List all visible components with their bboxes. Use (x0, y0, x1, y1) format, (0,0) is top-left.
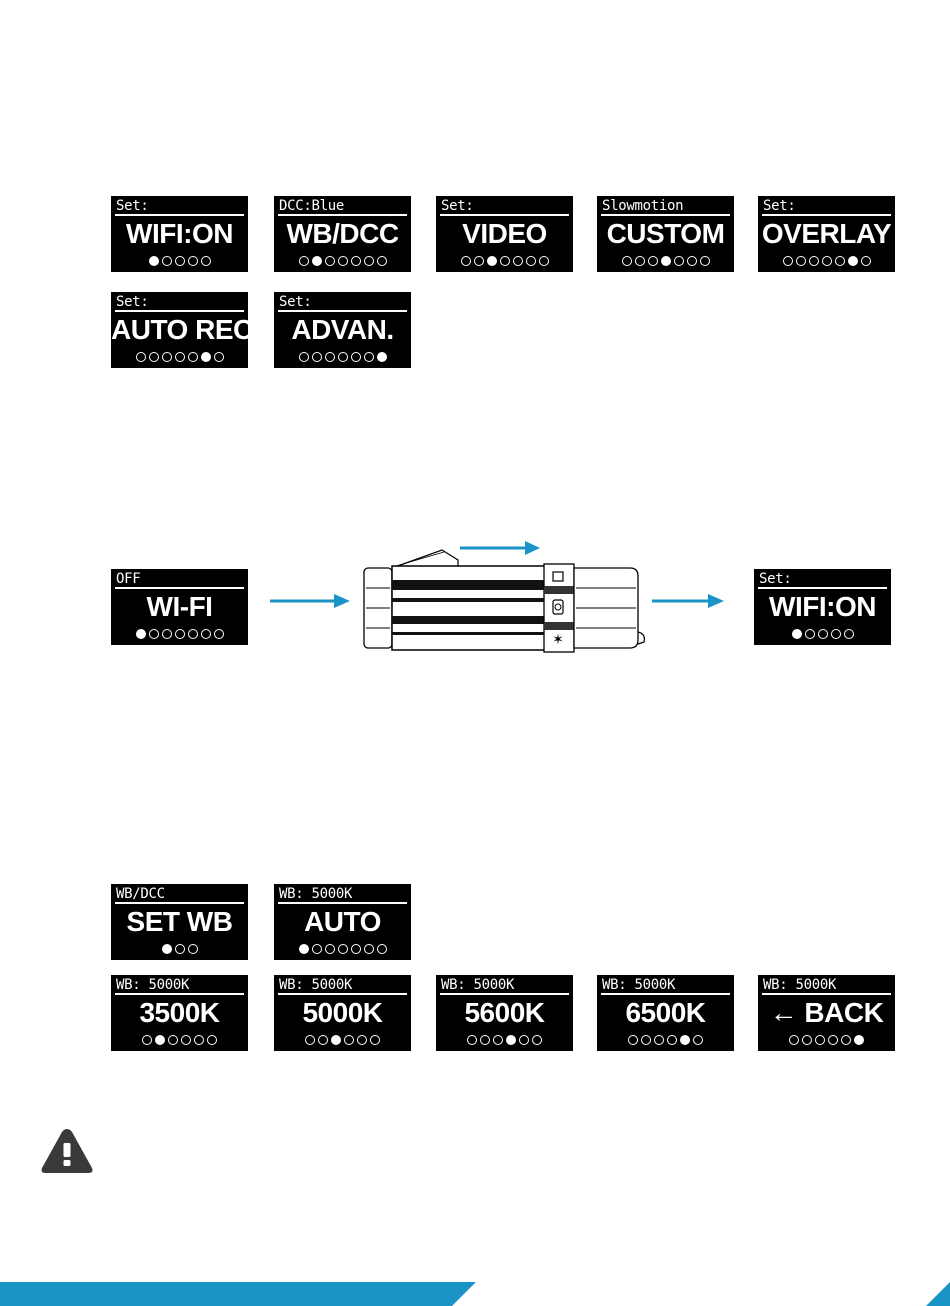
page-dot (364, 352, 374, 362)
page-dot (802, 1035, 812, 1045)
page-dot (370, 1035, 380, 1045)
screen-main-label: 5000K (302, 997, 383, 1028)
flow-arrow-icon (270, 592, 352, 610)
page-indicator (111, 944, 248, 955)
page-indicator (436, 256, 573, 267)
page-dot-active (331, 1035, 341, 1045)
page-dot (351, 256, 361, 266)
screen-main-label: WI-FI (146, 591, 213, 622)
menu-screen-video (436, 196, 573, 272)
page-dot (539, 256, 549, 266)
screen-divider (115, 587, 244, 589)
page-dot (364, 256, 374, 266)
page-dot (312, 944, 322, 954)
page-dot (162, 256, 172, 266)
screen-top-text: WB: 5000K (763, 977, 837, 993)
page-dot (783, 256, 793, 266)
page-dot (188, 256, 198, 266)
wb-screen-set-wb (111, 884, 248, 960)
page-dot-active (299, 944, 309, 954)
wifi-off-screen (111, 569, 248, 645)
screen-main-label: 3500K (139, 997, 220, 1028)
page-dot (467, 1035, 477, 1045)
page-indicator (111, 1035, 248, 1046)
page-dot (377, 256, 387, 266)
screen-top-text: DCC:Blue (279, 198, 345, 214)
screen-divider (601, 993, 730, 995)
screen-top-text: Set: (763, 198, 796, 214)
screen-top-text: Set: (116, 294, 149, 310)
page-indicator (111, 629, 248, 640)
camera-illustration (362, 540, 652, 655)
screen-top-text: WB: 5000K (279, 886, 353, 902)
page-dot (338, 352, 348, 362)
page-dot (325, 944, 335, 954)
screen-top-text: WB: 5000K (441, 977, 515, 993)
page-dot (149, 629, 159, 639)
page-dot (674, 256, 684, 266)
page-indicator (597, 1035, 734, 1046)
wb-screen-3500k (111, 975, 248, 1051)
page-dot (480, 1035, 490, 1045)
page-dot (831, 629, 841, 639)
screen-main-label: CUSTOM (606, 218, 725, 249)
page-dot (175, 256, 185, 266)
page-dot (162, 352, 172, 362)
page-dot (142, 1035, 152, 1045)
page-dot-active (848, 256, 858, 266)
screen-divider (762, 993, 891, 995)
page-dot (532, 1035, 542, 1045)
screen-divider (115, 310, 244, 312)
page-dot (162, 629, 172, 639)
screen-main-label: 6500K (625, 997, 706, 1028)
page-dot (312, 352, 322, 362)
page-dot (519, 1035, 529, 1045)
page-dot (305, 1035, 315, 1045)
page-indicator (754, 629, 891, 640)
svg-text:✶: ✶ (552, 632, 564, 648)
page-dot (861, 256, 871, 266)
flow-arrow-icon (652, 592, 726, 610)
menu-screen-wb-dcc (274, 196, 411, 272)
page-dot (461, 256, 471, 266)
page-dot (201, 629, 211, 639)
warning-icon (40, 1126, 94, 1176)
wifi-on-screen (754, 569, 891, 645)
page-dot-active (312, 256, 322, 266)
screen-top-text: Set: (441, 198, 474, 214)
page-dot (526, 256, 536, 266)
page-dot (841, 1035, 851, 1045)
menu-screen-overlay (758, 196, 895, 272)
menu-screen-custom (597, 196, 734, 272)
page-dot (325, 352, 335, 362)
page-dot-active (792, 629, 802, 639)
page-indicator (111, 352, 248, 363)
page-dot (835, 256, 845, 266)
screen-divider (762, 214, 891, 216)
page-indicator (758, 256, 895, 267)
page-dot (377, 944, 387, 954)
page-dot (687, 256, 697, 266)
page-dot (188, 352, 198, 362)
screen-top-text: OFF (116, 571, 141, 587)
page-dot (188, 944, 198, 954)
page-dot (351, 944, 361, 954)
page-dot (700, 256, 710, 266)
page-dot-active (661, 256, 671, 266)
screen-divider (115, 993, 244, 995)
screen-top-text: Slowmotion (602, 198, 684, 214)
page-dot-active (201, 352, 211, 362)
page-dot (214, 352, 224, 362)
page-dot (201, 256, 211, 266)
page-indicator (274, 256, 411, 267)
page-dot (188, 629, 198, 639)
page-dot (815, 1035, 825, 1045)
page-dot (667, 1035, 677, 1045)
screen-main-label: WB/DCC (286, 218, 399, 249)
page-dot (207, 1035, 217, 1045)
page-dot-active (680, 1035, 690, 1045)
screen-main-label: AUTO REC. (111, 314, 260, 345)
page-dot (318, 1035, 328, 1045)
screen-divider (278, 993, 407, 995)
page-dot (351, 352, 361, 362)
screen-top-text: Set: (759, 571, 792, 587)
page-dot (809, 256, 819, 266)
screen-divider (115, 902, 244, 904)
page-dot (513, 256, 523, 266)
page-dot (828, 1035, 838, 1045)
page-dot (181, 1035, 191, 1045)
wb-screen-auto (274, 884, 411, 960)
page-dot-active (377, 352, 387, 362)
page-dot (338, 944, 348, 954)
screen-main-label: ADVAN. (291, 314, 394, 345)
screen-divider (758, 587, 887, 589)
page-dot (844, 629, 854, 639)
page-dot (344, 1035, 354, 1045)
page-indicator (436, 1035, 573, 1046)
page-dot (818, 629, 828, 639)
page-dot (635, 256, 645, 266)
page-indicator (274, 352, 411, 363)
page-dot-active (149, 256, 159, 266)
page-dot (628, 1035, 638, 1045)
page-dot (136, 352, 146, 362)
screen-main-label: WIFI:ON (769, 591, 876, 622)
screen-divider (278, 902, 407, 904)
menu-screen-advanced (274, 292, 411, 368)
page-dot-active (854, 1035, 864, 1045)
page-dot (500, 256, 510, 266)
page-indicator (274, 1035, 411, 1046)
page-dot (364, 944, 374, 954)
page-dot-active (162, 944, 172, 954)
page-dot (175, 352, 185, 362)
screen-main-label: AUTO (304, 906, 381, 937)
screen-top-text: Set: (279, 294, 312, 310)
screen-main-label: VIDEO (462, 218, 547, 249)
page-dot (175, 629, 185, 639)
page-indicator (274, 944, 411, 955)
page-dot (493, 1035, 503, 1045)
page-dot-active (136, 629, 146, 639)
wb-screen-back (758, 975, 895, 1051)
menu-screen-auto-rec (111, 292, 260, 368)
page-dot (648, 256, 658, 266)
page-dot (299, 256, 309, 266)
page-dot (325, 256, 335, 266)
page-dot (474, 256, 484, 266)
page-dot (214, 629, 224, 639)
wb-screen-5000k (274, 975, 411, 1051)
screen-divider (278, 310, 407, 312)
page-dot-active (506, 1035, 516, 1045)
page-dot (641, 1035, 651, 1045)
wb-screen-6500k (597, 975, 734, 1051)
screen-main-label: 5600K (464, 997, 545, 1028)
page-dot (357, 1035, 367, 1045)
screen-top-text: Set: (116, 198, 149, 214)
screen-top-text: WB: 5000K (602, 977, 676, 993)
menu-screen-wifi (111, 196, 248, 272)
page-dot (299, 352, 309, 362)
screen-divider (278, 214, 407, 216)
screen-divider (440, 993, 569, 995)
page-dot (654, 1035, 664, 1045)
wb-screen-5600k (436, 975, 573, 1051)
page-dot (693, 1035, 703, 1045)
page-dot-active (487, 256, 497, 266)
screen-main-label: SET WB (126, 906, 233, 937)
page-indicator (758, 1035, 895, 1046)
page-dot (194, 1035, 204, 1045)
screen-main-label: ← BACK (769, 997, 884, 1028)
page-dot (622, 256, 632, 266)
page-dot (168, 1035, 178, 1045)
page-dot (149, 352, 159, 362)
page-dot-active (155, 1035, 165, 1045)
page-dot (338, 256, 348, 266)
screen-divider (601, 214, 730, 216)
screen-main-label: WIFI:ON (126, 218, 233, 249)
page-dot (796, 256, 806, 266)
screen-divider (440, 214, 569, 216)
page-indicator (111, 256, 248, 267)
footer-accent-bar (0, 1282, 950, 1306)
page-dot (805, 629, 815, 639)
screen-main-label: OVERLAY (761, 218, 892, 249)
screen-top-text: WB: 5000K (279, 977, 353, 993)
page-dot (789, 1035, 799, 1045)
screen-top-text: WB: 5000K (116, 977, 190, 993)
page-dot (822, 256, 832, 266)
page-dot (175, 944, 185, 954)
screen-top-text: WB/DCC (116, 886, 165, 902)
screen-divider (115, 214, 244, 216)
page-indicator (597, 256, 734, 267)
